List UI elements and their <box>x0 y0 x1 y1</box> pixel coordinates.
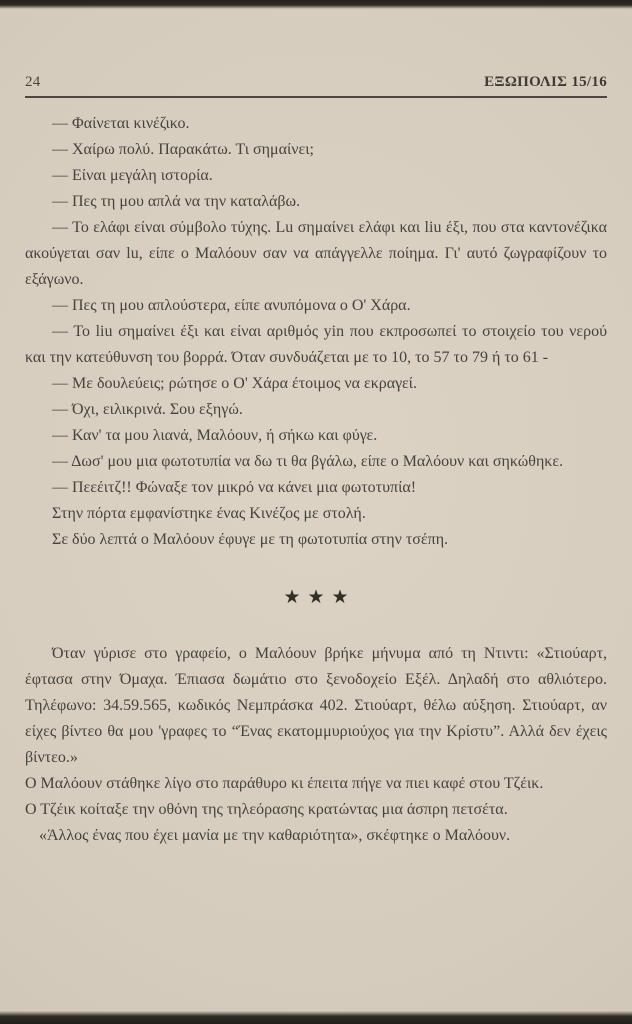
body-text <box>25 111 607 849</box>
section-separator-stars: ★★★ <box>283 587 356 608</box>
journal-title: ΕΞΩΠΟΛΙΣ 15/16 <box>484 74 607 90</box>
paragraph: Ο Τζέικ κοίταξε την οθόνη της τηλεόρασης κρατώντας μια άσπρη πετσέτα. <box>25 801 508 818</box>
dialogue-line: — Καν' τα μου λιανά, Μαλόουν, ή σήκω και φύγε. <box>52 427 378 444</box>
dialogue-line: — Με δουλεύεις; ρώτησε ο Ο' Χάρα έτοιμος να εκραγεί. <box>52 375 417 392</box>
page-number: 24 <box>25 74 41 90</box>
dialogue-line: — Πεεέιτζ!! Φώναξε τον μικρό να κάνει μια φωτοτυπία! <box>52 479 417 496</box>
dialogue-line: — Πες τη μου απλά να την καταλάβω. <box>52 193 301 210</box>
paragraph: Όταν γύρισε στο γραφείο, ο Μαλόουν βρήκε μήνυμα από τη Ντιντι: «Στιούαρτ, έφτασα στην Όμαχα. Έπιασα δωμάτιο στο ξενοδοχείο Εξέλ. Δηλαδή στο αθλιότερο. Τηλέφωνο: 34.59.565, κωδικός Νεμπράσκα 402. Στιούαρτ, θέλω αύξηση. Στιούαρτ, αν είχες βίντεο θα μου 'γραφες το “Ένας εκατομμυριούχος για την Κρίστυ”. Αλλά δεν έχεις βίντεο.» <box>25 645 607 766</box>
scan-edge-bottom <box>0 1011 632 1024</box>
dialogue-line: — Πες τη μου απλούστερα, είπε ανυπόμονα ο Ο' Χάρα. <box>52 297 411 314</box>
dialogue-line: — Φαίνεται κινέζικο. <box>52 115 190 132</box>
paragraph: Ο Μαλόουν στάθηκε λίγο στο παράθυρο κι έπειτα πήγε να πιει καφέ στου Τζέικ. <box>25 775 544 792</box>
scan-edge-top <box>0 0 632 9</box>
narrative-line: Στην πόρτα εμφανίστηκε ένας Κινέζος με στολή. <box>52 505 366 522</box>
dialogue-line: — Όχι, ειλικρινά. Σου εξηγώ. <box>52 401 243 418</box>
dialogue-line: — Χαίρω πολύ. Παρακάτω. Τι σημαίνει; <box>52 141 314 158</box>
dialogue-line: — Το liu σημαίνει έξι και είναι αριθμός yin που εκπροσωπεί το στοιχείο του νερού και την κατεύθυνση του βορρά. Όταν συνδυάζεται με το 10, το 57 το 79 ή το 61 - <box>25 323 607 366</box>
dialogue-line: — Το ελάφι είναι σύμβολο τύχης. Lu σημαίνει ελάφι και liu έξι, που στα καντονέζικα ακούγεται σαν lu, είπε ο Μαλόουν σαν να απάγγελλε ποίημα. Γι' αυτό ζωγραφίζουν το εξάγωνο. <box>25 219 607 288</box>
dialogue-line: — Δωσ' μου μια φωτοτυπία να δω τι θα βγάλω, είπε ο Μαλόουν και σηκώθηκε. <box>52 453 564 470</box>
paragraph: «Άλλος ένας που έχει μανία με την καθαριότητα», σκέφτηκε ο Μαλόουν. <box>39 827 511 844</box>
page-header <box>25 74 607 98</box>
narrative-line: Σε δύο λεπτά ο Μαλόουν έφυγε με τη φωτοτυπία στην τσέπη. <box>52 531 449 548</box>
dialogue-line: — Είναι μεγάλη ιστορία. <box>52 167 213 184</box>
